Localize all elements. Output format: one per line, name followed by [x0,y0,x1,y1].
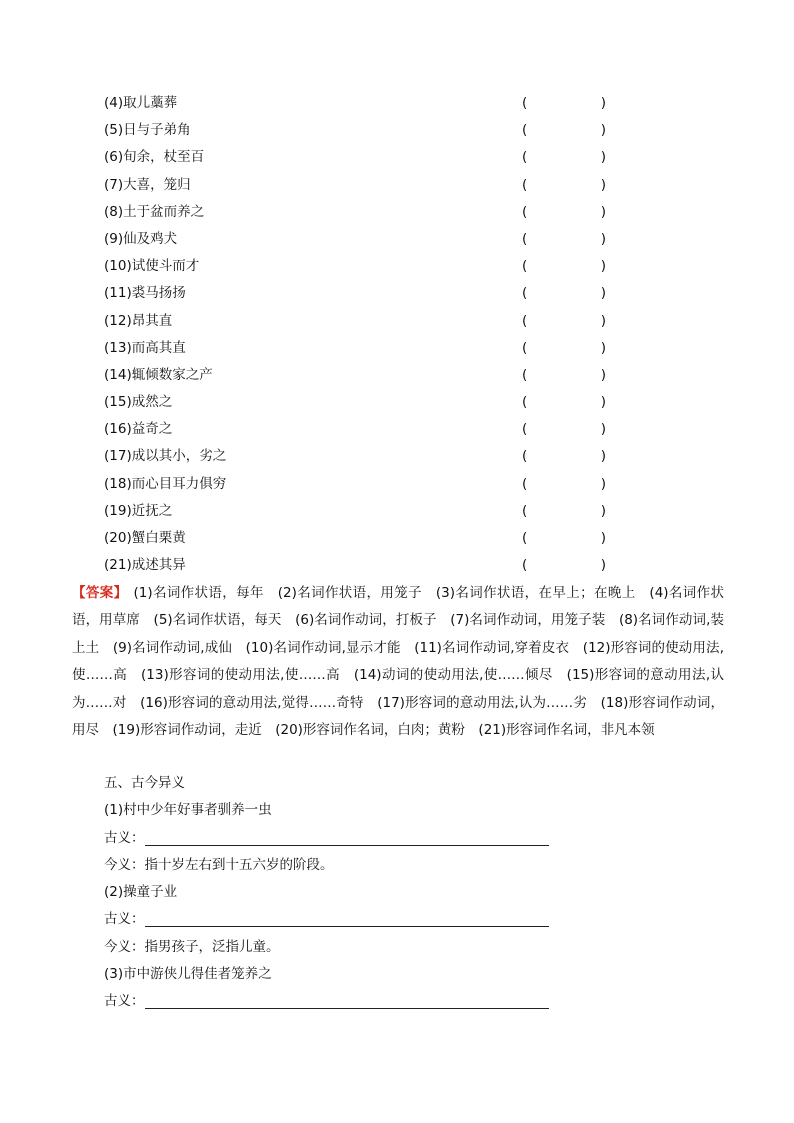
entry-question: (3)市中游侠儿得佳者笼养之 [104,966,272,983]
answer-paren-blank[interactable] [522,362,606,389]
answer-paren-blank[interactable] [522,552,606,579]
exercise-question: (4)取儿藁葬 [104,95,178,111]
answer-paren-blank[interactable] [522,226,606,253]
close-paren: ) [600,530,606,546]
answer-tag: 【答案】 [72,585,128,601]
exercise-item [104,144,624,171]
close-paren: ) [600,557,606,574]
answer-paren-blank[interactable] [522,199,606,226]
exercise-question: (9)仙及鸡犬 [104,230,178,247]
gu-yi-line [104,825,664,852]
exercise-question: (10)试使斗而才 [104,258,200,275]
exercise-question: (20)蟹白栗黄 [104,530,186,546]
answer-blank[interactable] [145,910,549,927]
answer-block [72,580,724,744]
open-paren: ( [522,312,528,329]
exercise-item [104,335,624,362]
close-paren: ) [600,475,606,492]
gu-yi-line [104,988,664,1015]
close-paren: ) [600,366,606,383]
section-five [104,770,664,1016]
answer-paren-blank[interactable] [522,253,606,280]
open-paren: ( [522,339,528,356]
exercise-question: (14)辄倾数家之产 [104,366,213,383]
exercise-item [104,280,624,307]
exercise-question: (7)大喜，笼归 [104,176,191,193]
exercise-question: (21)成述其异 [104,557,186,574]
open-paren: ( [522,421,528,438]
close-paren: ) [600,230,606,247]
open-paren: ( [522,122,528,139]
close-paren: ) [600,312,606,329]
exercise-item [104,498,624,525]
answer-paren-blank[interactable] [522,280,606,307]
answer-paren-blank[interactable] [522,172,606,199]
open-paren: ( [522,366,528,383]
answer-paren-blank[interactable] [522,471,606,498]
answer-blank[interactable] [145,829,549,846]
close-paren: ) [600,502,606,519]
open-paren: ( [522,203,528,220]
close-paren: ) [600,258,606,275]
gu-yi-line [104,906,664,933]
answer-paren-blank[interactable] [522,144,606,171]
exercise-item [104,253,624,280]
exercise-question: (17)成以其小，劣之 [104,448,227,465]
jin-yi-line [104,934,664,961]
entry-question: (1)村中少年好事者驯养一虫 [104,802,272,819]
exercise-item [104,389,624,416]
answer-paren-blank[interactable] [522,525,606,552]
exercise-question: (11)裘马扬扬 [104,285,186,302]
exercise-question: (16)益奇之 [104,421,173,438]
open-paren: ( [522,230,528,247]
close-paren: ) [600,285,606,302]
answer-paren-blank[interactable] [522,389,606,416]
exercise-list [104,90,624,579]
exercise-item [104,117,624,144]
answer-paren-blank[interactable] [522,117,606,144]
answer-paren-blank[interactable] [522,90,606,117]
close-paren: ) [600,339,606,356]
open-paren: ( [522,502,528,519]
exercise-question: (13)而高其直 [104,339,186,356]
exercise-question: (12)昂其直 [104,312,173,329]
answer-paren-blank[interactable] [522,335,606,362]
close-paren: ) [600,421,606,438]
entry-question: (2)操童子业 [104,884,178,901]
answer-blank[interactable] [145,992,549,1009]
open-paren: ( [522,95,528,111]
open-paren: ( [522,258,528,275]
exercise-item [104,416,624,443]
answer-text: (1)名词作状语，每年 (2)名词作状语，用笼子 (3)名词作状语，在早上；在晚上 (4)名词作状语，用草席 (5)名词作状语，每天 (6)名词作动词，打板子 (7)名词作动词，用笼子装 (8)名词作动词,装上土 (9)名词作动词,成仙 (10)名词作动词,显示才能 (11)名词作动词,穿着皮衣 (12)形容词的使动用法,使……高 (13)形容词的使动用法,使……高 (14)动词的使动用法,使……倾尽 (15)形容词的意动用法,认为……对 (16)形容词的意动用法,觉得……奇特 (17)形容词的意动用法,认为……劣 (18)形容词作动词，用尽 (19)形容词作动词，走近 (20)形容词作名词，白肉；黄粉 (21)形容词作名词，非凡本领 [72,585,725,739]
exercise-item [104,308,624,335]
exercise-item [104,362,624,389]
open-paren: ( [522,176,528,193]
gu-yi-label: 古义： [104,829,145,846]
exercise-question: (18)而心目耳力俱穷 [104,475,227,492]
answer-paren-blank[interactable] [522,498,606,525]
close-paren: ) [600,149,606,166]
close-paren: ) [600,122,606,139]
open-paren: ( [522,149,528,166]
jin-yi-text: 指十岁左右到十五六岁的阶段。 [144,856,334,873]
section-title: 五、古今异义 [104,775,185,791]
close-paren: ) [600,95,606,111]
exercise-question: (19)近抚之 [104,502,173,519]
open-paren: ( [522,285,528,302]
exercise-item [104,90,624,117]
answer-paren-blank[interactable] [522,308,606,335]
exercise-question: (6)旬余，杖至百 [104,149,205,166]
exercise-item [104,199,624,226]
open-paren: ( [522,394,528,411]
jin-yi-label: 今义： [104,938,145,955]
open-paren: ( [522,448,528,465]
jin-yi-line [104,852,664,879]
exercise-item [104,471,624,498]
open-paren: ( [522,530,528,546]
close-paren: ) [600,448,606,465]
exercise-question: (5)日与子弟角 [104,122,191,139]
exercise-item [104,525,624,552]
exercise-question: (8)土于盆而养之 [104,203,205,220]
gu-yi-label: 古义： [104,911,145,928]
jin-yi-text: 指男孩子，泛指儿童。 [144,938,280,955]
open-paren: ( [522,475,528,492]
open-paren: ( [522,557,528,574]
exercise-question: (15)成然之 [104,394,173,411]
exercise-item [104,172,624,199]
exercise-item [104,443,624,470]
exercise-item [104,226,624,253]
jin-yi-label: 今义： [104,856,145,873]
answer-paren-blank[interactable] [522,416,606,443]
close-paren: ) [600,176,606,193]
close-paren: ) [600,394,606,411]
exercise-item [104,552,624,579]
gu-yi-label: 古义： [104,993,145,1010]
close-paren: ) [600,203,606,220]
answer-paren-blank[interactable] [522,443,606,470]
